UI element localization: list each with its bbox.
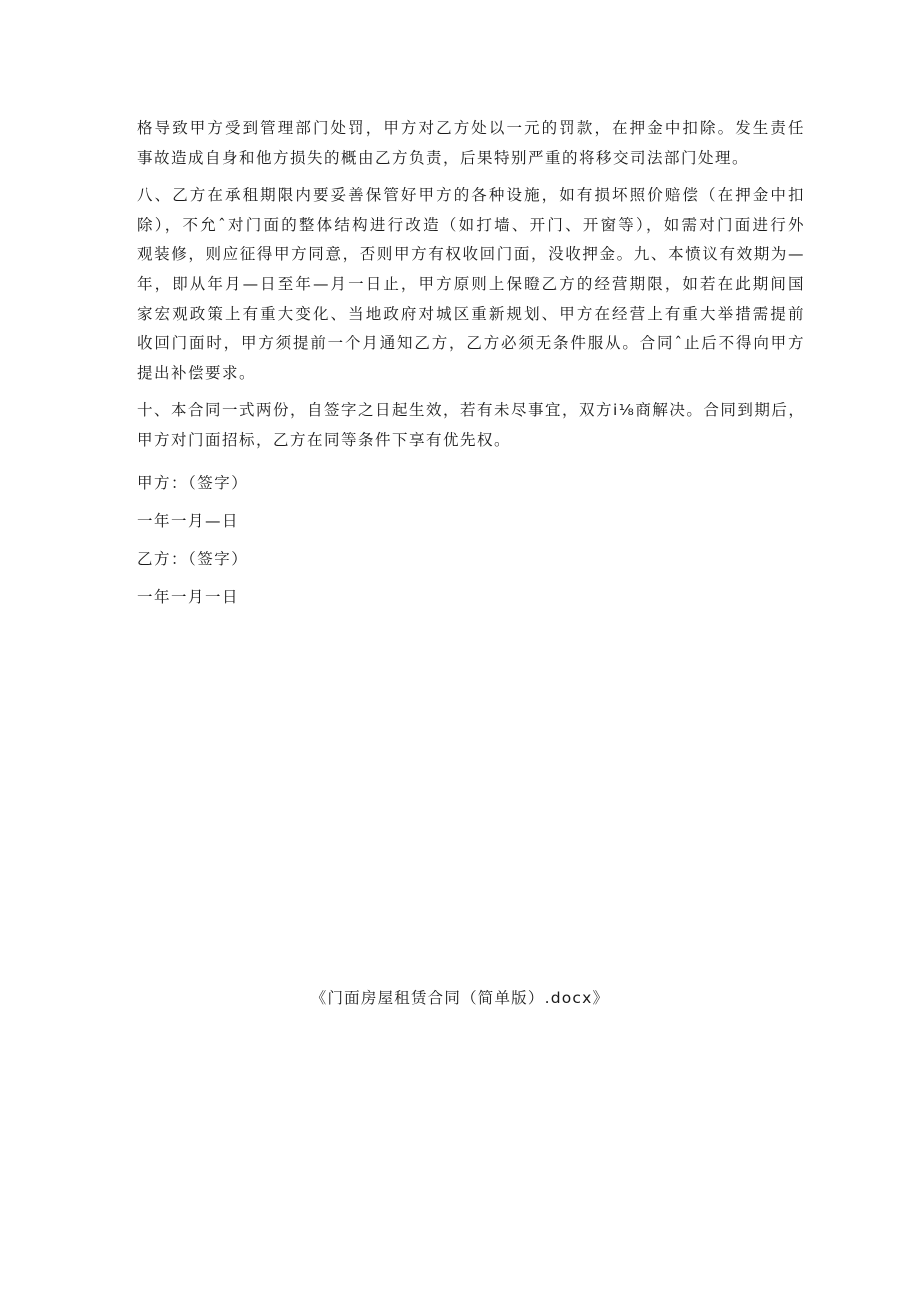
party-b-signature: 乙方：（签字） xyxy=(137,549,249,568)
document-body xyxy=(137,114,805,616)
text-line: 收回门面时，甲方须提前一个月通知乙方，乙方必须无条件服从。合同ˆ止后不得向甲方 xyxy=(137,334,805,353)
text-line: 八、乙方在承租期限内要妥善保管好甲方的各种设施，如有损坏照价赔偿（在押金中扣 xyxy=(137,186,805,205)
text-line: 甲方对门面招标，乙方在同等条件下享有优先权。 xyxy=(137,430,512,449)
paragraph-clause-8-9 xyxy=(137,181,805,388)
text-line: 格导致甲方受到管理部门处罚，甲方对乙方处以一元的罚款，在押金中扣除。发生责任 xyxy=(137,119,805,137)
party-a-date: 一年一月—日 xyxy=(137,511,240,530)
text-line: 十、本合同一式两份，自签字之日起生效，若有未尽事宜，双方i⅛商解决。合同到期后， xyxy=(137,401,806,420)
text-line: 事故造成自身和他方损失的概由乙方负责，后果特别严重的将移交司法部门处理。 xyxy=(137,148,750,167)
party-b-date: 一年一月一日 xyxy=(137,587,240,606)
party-a-signature: 甲方：（签字） xyxy=(137,473,249,492)
text-line: 年，即从年月—日至年—月一日止，甲方原则上保瞪乙方的经营期限，如若在此期间国 xyxy=(137,274,805,293)
paragraph-clause-10 xyxy=(137,396,805,455)
document-filename-footer: 《门面房屋租赁合同（简单版）.docx》 xyxy=(310,989,610,1007)
text-line: 家宏观政策上有重大变化、当地政府对城区重新规划、甲方在经营上有重大举措需提前 xyxy=(137,304,805,323)
text-line: 观装修，则应征得甲方同意，否则甲方有权收回门面，没收押金。九、本愤议有效期为— xyxy=(137,245,805,264)
text-line: 除），不允ˆ对门面的整体结构进行改造（如打墙、开门、开窗等），如需对门面进行外 xyxy=(137,215,805,234)
text-line: 提出补偿要求。 xyxy=(137,363,257,382)
paragraph-penalty xyxy=(137,114,805,173)
